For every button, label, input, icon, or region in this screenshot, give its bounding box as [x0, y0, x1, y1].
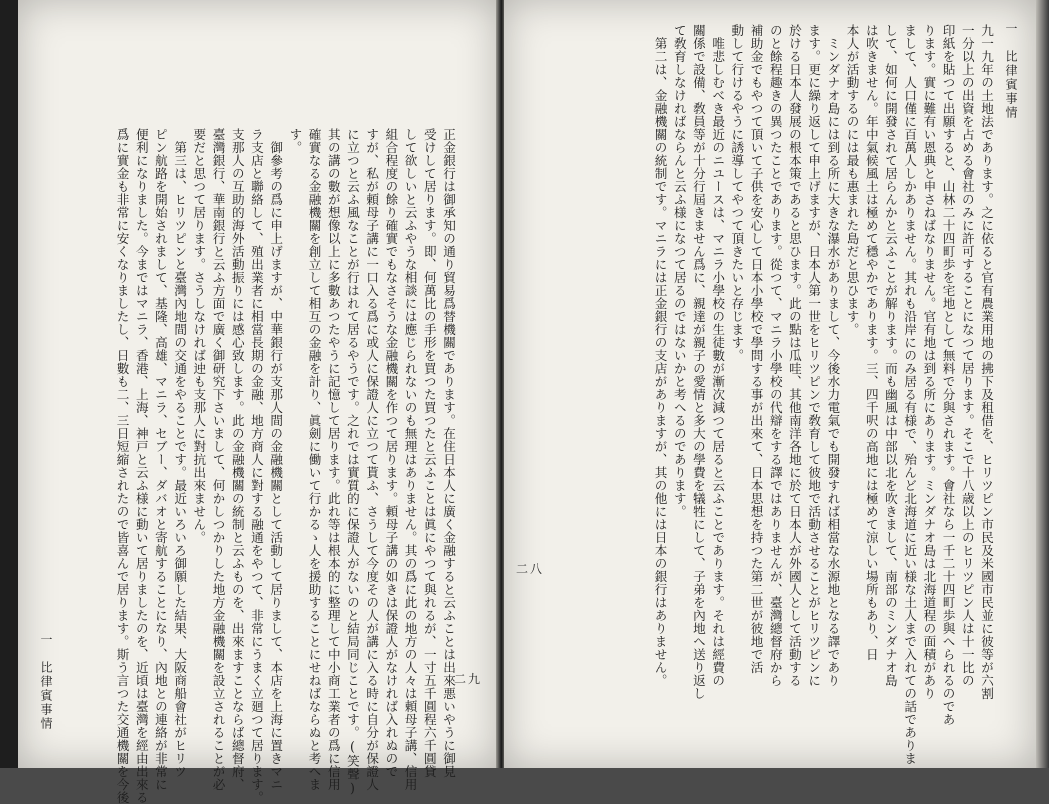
running-head-right: 一 比律賓事情 [1004, 22, 1018, 120]
text-column: 補助金でもやつて頂いて子供を安心して日本小學校で學問する事が出來て、日本思想を持つた第二世が彼地で活 [748, 24, 764, 674]
text-column: ピン航路を開始されまして、基隆、高雄、マニラ、セブー、ダバオと寄航することになり、內地との連絡が非常に [152, 128, 168, 791]
text-column: して欲しいと云ふやうな相談には應じられないのも無理はありません。其の爲に此の地方の人々は頼母子講、信用 [402, 128, 418, 791]
text-column: に立つと云ふ風なことが行はれて居るやうです。之れでは實質的に保證人がないのと結局同じことです。(笑聲) [344, 128, 360, 796]
text-column: 一分以上の出資を占める會社のみに許可することになつて居ります。そこで十八歳以上のヒリツピン人は十一比の [959, 24, 975, 687]
text-column: 動して行けるやうに誘導してやつて頂きたいと存じます。 [729, 24, 745, 362]
text-column: 支那人の互助的海外活動振りには感心致します。此の金融機關の統制と云ふものを、出來ますことならば總督府、 [229, 128, 245, 791]
text-column: 唯悲しむべき最近のニユースは、マニラ小學校の生徒數が漸次減つて居ると云ふことであります。それは經費の [710, 37, 726, 687]
text-column: 印紙を貼つて出願すると、山林二十四町歩を宅地として無料で分與されます。會社なら一千二十四町歩與へられるのであ [940, 24, 956, 726]
page-number-left: 二九 [454, 672, 483, 686]
text-column: 本人が活動するのには最も惠まれた島だと思ひます。 [844, 24, 860, 336]
text-column: 其の講の數が想像以上に多數あつたやうに記憶して居ります。此れ等は根本的に整理して中小商工業者の爲に信用 [325, 128, 341, 791]
text-column: 於ける日本人發展の根本策であると思ひます。此の點は瓜哇、其他南洋各地に於て日本人が外國人として活動する [786, 24, 802, 687]
right-page-body [650, 24, 996, 765]
text-column: す。 [287, 128, 303, 154]
text-column: 正金銀行は御承知の通り貿易爲替機關であります。在住日本人に廣く金融すると云ふことは出來悪いやうに御見 [441, 128, 456, 778]
text-column: 組合程度の餘り確實でもなさそうな金融機關を作つて居ります。頼母子講の如きは保證人がなければ入れぬので [383, 128, 399, 778]
text-column: 第三は、ヒリツピンと臺灣內地間の交通をやることです。最近いろいろ御願した結果、大阪商船會社がヒリツ [172, 141, 188, 778]
page-number-right: 二八 [516, 562, 545, 576]
text-column: て敎育しなければならんと云ふ様になつて居るのではないかと考へるのであります。 [671, 24, 687, 518]
text-column: のと餘程趣きの異つたことであります。從つて、マニラ小學校の代辯をする譯ではありませんが、臺灣總督府から [767, 24, 783, 687]
text-column: 爲に實金も非常に安くなりましたし、日數も二、三日短縮されたので皆喜んで居ります。斯う言つた交通機關を今後 [114, 128, 130, 804]
text-column: ラ支店と聯絡して、殖出業者に相當長期の金融、地方商人に對する融通をやつて、非常にうまく立廻つて居ります。 [248, 128, 264, 804]
text-column: すが、私が頼母子講に一口入る爲に或人に保證人に立つて貰ふ、さうして今度その人が講に入る時に自分が保證人 [364, 128, 380, 791]
left-page-body [112, 128, 458, 804]
page-edge [1036, 0, 1049, 768]
text-column: 受けして居ります。即、何萬比の手形を買つた買つたと云ふことは眞にやつて與れるが、一寸五千圓程六千圓貸 [421, 128, 437, 778]
text-column: して、如何に開發されて居らんかと云ふことが解ります。而も幽風は中部以北を吹きまして、南部のミンダナオ島 [882, 24, 898, 687]
text-column: まして、人口僅に百萬人しかありません。其れも沿岸にのみ居る有様で、殆んど北海道に近い様な土人まで入れての話でありま [902, 24, 918, 765]
text-column: 第二は、金融機關の統制です。マニラには正金銀行の支店がありますが、其の他には日本の銀行はありません。 [652, 37, 668, 687]
text-column: は吹きません。年中氣候風土は極めて穩やかであります。三、四千呎の高地には極めて涼しい場所もあり、日 [863, 24, 879, 661]
text-column: 九一九年の土地法であります。之に依ると官有農業用地の拂下及租借を、ヒリツピン市民及米國市民並に彼等が六割 [979, 24, 994, 700]
text-column: ります。實に難有い恩典と申さねばなりません。官有地は到る所にあります。ミンダナオ島は北海道程の面積があり [921, 24, 937, 700]
text-column: 關係で設備、敎員等が十分行屆きません爲に、親達が親子の愛情と多大の學費を犠牲にして、子弟を內地へ送り返し [690, 24, 706, 700]
text-column: 臺灣銀行、華南銀行と云ふ方面で廣く御研究下さいまして、何かしつかりした地方金融機關を設立されることが必 [210, 128, 226, 791]
text-column: ます。更に繰り返して申上げますが、日本人第一世をヒリツピンで敎育して彼地で活動させることがヒリツピンに [806, 24, 822, 687]
text-column: 確實なる金融機關を創立して相互の金融を計り、眞劍に働いて行かるゝ人を援助することにせねばならぬと考へま [306, 128, 322, 791]
running-head-left: 一 比律賓事情 [39, 633, 53, 731]
text-column: 便利になりました。今まではマニラ、香港、上海、神戸と云ふ様に動いて居りましたのを、近頃は臺灣を經由出來る [133, 128, 149, 804]
left-page [18, 0, 498, 804]
text-column: ミンダナオ島には到る所に大きな瀑水がありまして、今後水力電氣でも開發すれば相當な水源地となる譯であり [825, 37, 841, 687]
text-column: 要だと思つて居ります。さうしなければ迚も支那人に對抗出來ません。 [191, 128, 207, 544]
text-column: 御參考の爲に申上げますが、中華銀行が支那人間の金融機關として活動して居りまして、本店を上海に置きマニ [268, 141, 284, 791]
right-page [504, 0, 1036, 768]
